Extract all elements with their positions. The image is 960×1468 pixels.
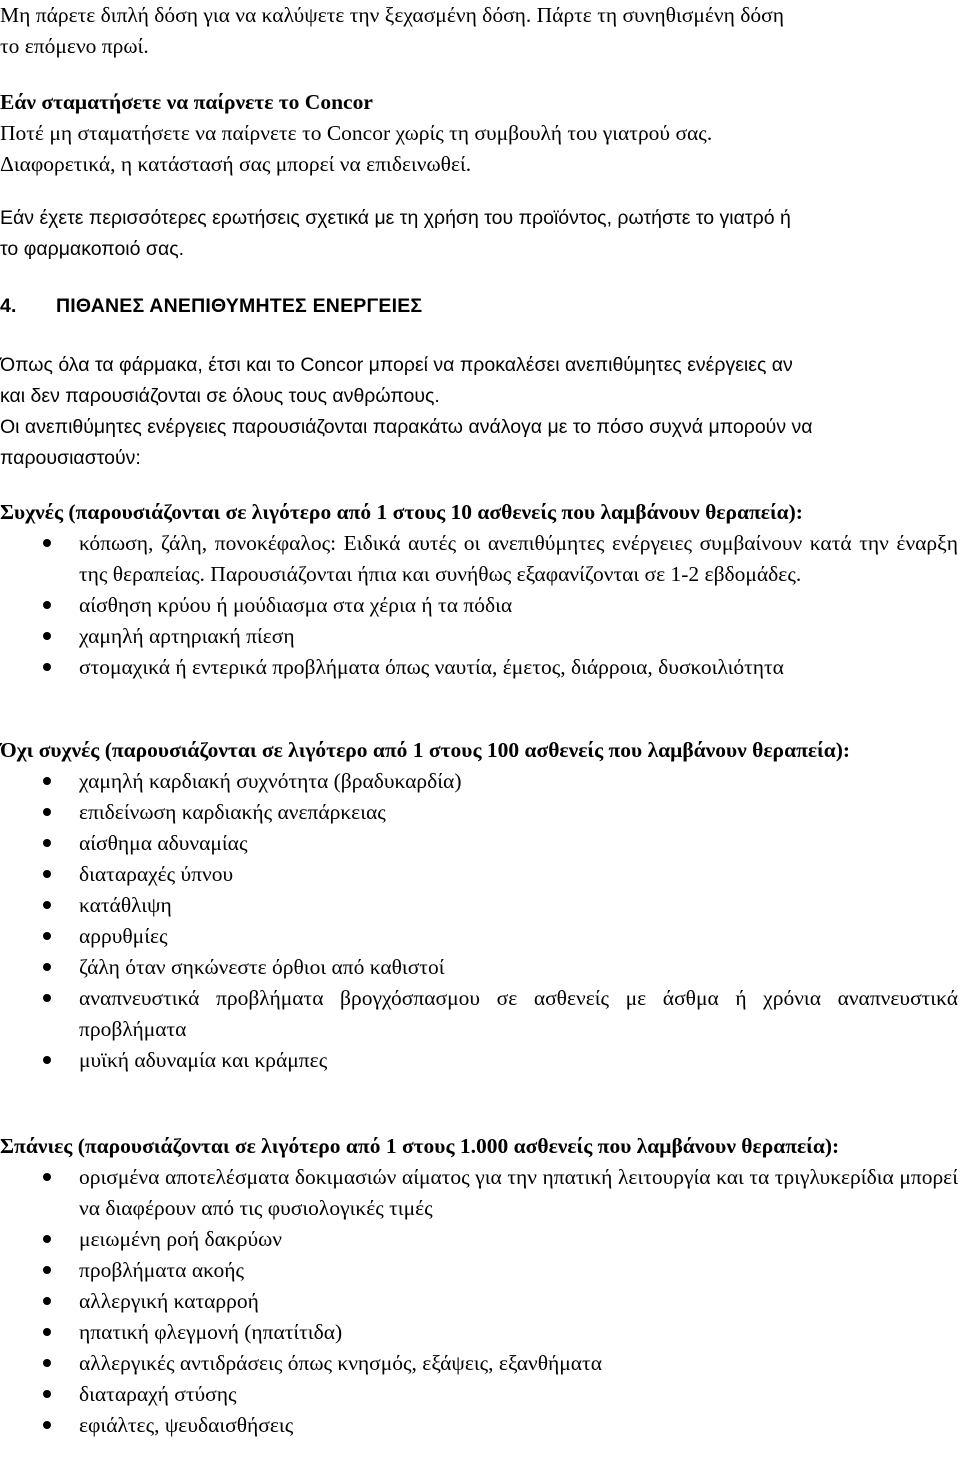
list-item: ηπατική φλεγμονή (ηπατίτιδα) <box>0 1317 958 1348</box>
text-line: Όπως όλα τα φάρμακα, έτσι και το Concor μπορεί να προκαλέσει ανεπιθύμητες ενέργειες αν <box>0 354 793 376</box>
bullet-icon <box>43 1359 51 1367</box>
text-line: Οι ανεπιθύμητες ενέργειες παρουσιάζονται παρακάτω ανάλογα με το πόσο συχνά μπορούν να <box>0 416 813 438</box>
bullet-icon <box>43 1056 51 1064</box>
text-line: παρουσιαστούν: <box>0 447 141 469</box>
text-line: Εάν έχετε περισσότερες ερωτήσεις σχετικά με τη χρήση του προϊόντος, ρωτήστε το γιατρό ή <box>0 207 791 229</box>
text-line: Διαφορετικά, η κατάστασή σας μπορεί να επιδεινωθεί. <box>0 152 472 176</box>
list-item: διαταραχή στύσης <box>0 1379 958 1410</box>
bullet-icon <box>43 839 51 847</box>
bullet-icon <box>43 994 51 1002</box>
list-item: κατάθλιψη <box>0 890 958 921</box>
bullet-icon <box>43 1266 51 1274</box>
uncommon-heading: Όχι συχνές (παρουσιάζονται σε λιγότερο από 1 στους 100 ασθενείς που λαμβάνουν θεραπεία): <box>0 738 851 762</box>
bullet-icon <box>43 601 51 609</box>
list-item: χαμηλή αρτηριακή πίεση <box>0 621 958 652</box>
list-item: αίσθηση κρύου ή μούδιασμα στα χέρια ή τα πόδια <box>0 590 958 621</box>
list-item: κόπωση, ζάλη, πονοκέφαλος: Ειδικά αυτές οι ανεπιθύμητες ενέργειες συμβαίνουν κατά την έναρξη της θεραπείας. Παρουσιάζονται ήπια και συνήθως εξαφανίζονται σε 1-2 εβδομάδες. <box>0 528 958 590</box>
bullet-icon <box>43 1235 51 1243</box>
bullet-icon <box>43 539 51 547</box>
list-item: προβλήματα ακοής <box>0 1255 958 1286</box>
section-title: ΠΙΘΑΝΕΣ ΑΝΕΠΙΘΥΜΗΤΕΣ ΕΝΕΡΓΕΙΕΣ <box>56 295 423 317</box>
list-item: ορισμένα αποτελέσματα δοκιμασιών αίματος για την ηπατική λειτουργία και τα τριγλυκερίδια μπορεί να διαφέρουν από τις φυσιολογικές τιμές <box>0 1162 958 1224</box>
bullet-icon <box>43 1297 51 1305</box>
text-line: το φαρμακοποιό σας. <box>0 238 185 260</box>
common-heading: Συχνές (παρουσιάζονται σε λιγότερο από 1 στους 10 ασθενείς που λαμβάνουν θεραπεία): <box>0 500 803 524</box>
bullet-icon <box>43 901 51 909</box>
bullet-icon <box>43 777 51 785</box>
questions-paragraph <box>0 203 958 265</box>
list-item: μυϊκή αδυναμία και κράμπες <box>0 1045 958 1076</box>
list-item: εφιάλτες, ψευδαισθήσεις <box>0 1410 958 1441</box>
list-item: χαμηλή καρδιακή συχνότητα (βραδυκαρδία) <box>0 766 958 797</box>
bullet-icon <box>43 870 51 878</box>
rare-section <box>0 1131 958 1441</box>
list-item: αλλεργική καταρροή <box>0 1286 958 1317</box>
rare-heading: Σπάνιες (παρουσιάζονται σε λιγότερο από 1 στους 1.000 ασθενείς που λαμβάνουν θεραπεία): <box>0 1134 840 1158</box>
list-item: στομαχικά ή εντερικά προβλήματα όπως ναυτία, έμετος, διάρροια, δυσκοιλιότητα <box>0 652 958 683</box>
common-list <box>0 528 958 683</box>
missed-dose-paragraph <box>0 0 958 62</box>
list-item: διαταραχές ύπνου <box>0 859 958 890</box>
list-item: αλλεργικές αντιδράσεις όπως κνησμός, εξάψεις, εξανθήματα <box>0 1348 958 1379</box>
section-4-intro <box>0 350 958 474</box>
stop-heading: Εάν σταματήσετε να παίρνετε το Concor <box>0 90 373 114</box>
list-item: αναπνευστικά προβλήματα βρογχόσπασμου σε ασθενείς με άσθμα ή χρόνια αναπνευστικά προβλήματα <box>0 983 958 1045</box>
stop-taking-section <box>0 87 958 180</box>
list-item: αίσθημα αδυναμίας <box>0 828 958 859</box>
list-item: αρρυθμίες <box>0 921 958 952</box>
bullet-icon <box>43 808 51 816</box>
bullet-icon <box>43 1173 51 1181</box>
list-item: ζάλη όταν σηκώνεστε όρθιοι από καθιστοί <box>0 952 958 983</box>
bullet-icon <box>43 1328 51 1336</box>
text-line: και δεν παρουσιάζονται σε όλους τους ανθρώπους. <box>0 385 440 407</box>
uncommon-section <box>0 735 958 1076</box>
section-number: 4. <box>0 295 17 317</box>
text-line: Ποτέ μη σταματήσετε να παίρνετε το Concor χωρίς τη συμβουλή του γιατρού σας. <box>0 121 713 145</box>
bullet-icon <box>43 963 51 971</box>
list-item: επιδείνωση καρδιακής ανεπάρκειας <box>0 797 958 828</box>
uncommon-list <box>0 766 958 1076</box>
bullet-icon <box>43 932 51 940</box>
common-section <box>0 497 958 683</box>
bullet-icon <box>43 663 51 671</box>
rare-list <box>0 1162 958 1441</box>
text-line: το επόμενο πρωί. <box>0 34 149 58</box>
bullet-icon <box>43 1390 51 1398</box>
text-line: Μη πάρετε διπλή δόση για να καλύψετε την ξεχασμένη δόση. Πάρτε τη συνηθισμένη δόση <box>0 3 784 27</box>
bullet-icon <box>43 1421 51 1429</box>
bullet-icon <box>43 632 51 640</box>
section-4-heading <box>0 291 958 322</box>
list-item: μειωμένη ροή δακρύων <box>0 1224 958 1255</box>
